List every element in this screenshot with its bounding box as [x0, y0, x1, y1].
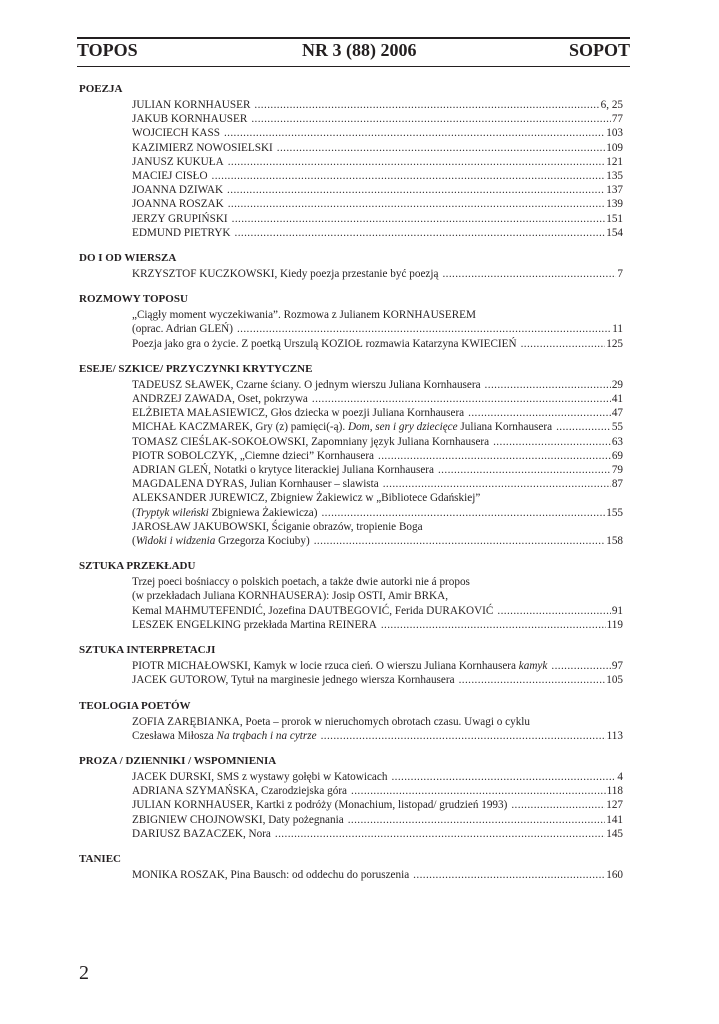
dot-leader: [556, 420, 611, 434]
toc-entry: [132, 155, 623, 169]
toc-entry: [132, 827, 623, 841]
dot-leader: [381, 618, 606, 632]
entry-title-italic: Na trąbach i na cytrze: [216, 729, 317, 742]
entry-page: 63: [611, 435, 623, 448]
entry-title: (oprac. Adrian GLEŃ): [132, 323, 233, 336]
entry-page: 118: [606, 785, 623, 798]
dot-leader: [254, 98, 599, 112]
entry-title: ANDRZEJ ZAWADA, Oset, pokrzywa: [132, 393, 308, 406]
entry-title: [132, 659, 547, 673]
toc-entry: [132, 659, 623, 673]
section-title: TANIEC: [79, 852, 121, 865]
entry-title: ADRIAN GLEŃ, Notatki o krytyce literackiej Juliana Kornhausera: [132, 464, 434, 477]
entry-title-part: MICHAŁ KACZMAREK, Gry (z) pamięci(-ą).: [132, 421, 348, 434]
dot-leader: [413, 868, 605, 882]
header-bottom-rule: [77, 66, 630, 67]
entry-page: 77: [611, 113, 623, 126]
toc-entry: [132, 98, 623, 112]
entry-list: [79, 267, 623, 281]
section-title: SZTUKA INTERPRETACJI: [79, 644, 216, 657]
entry-title: JAROSŁAW JAKUBOWSKI, Ściganie obrazów, tropienie Boga: [132, 520, 423, 533]
entry-page: 11: [612, 323, 623, 336]
toc-entry: [132, 604, 623, 618]
toc-section: [79, 643, 623, 687]
entry-page: 87: [611, 478, 623, 491]
entry-title: MONIKA ROSZAK, Pina Bausch: od oddechu do poruszenia: [132, 868, 410, 881]
entry-title: JULIAN KORNHAUSER, Kartki z podróży (Monachium, listopad/ grudzień 1993): [132, 799, 508, 812]
toc-entry: [132, 506, 623, 520]
toc-entry: [132, 337, 623, 351]
entry-title: JULIAN KORNHAUSER: [132, 99, 251, 111]
entry-title: PIOTR SOBOLCZYK, „Ciemne dzieci” Kornhausera: [132, 449, 375, 462]
dot-leader: [551, 659, 610, 673]
section-title: ESEJE/ SZKICE/ PRZYCZYNKI KRYTYCZNE: [79, 362, 313, 375]
toc-entry: [132, 449, 623, 463]
dot-leader: [228, 155, 606, 169]
section-title: POEZJA: [79, 83, 123, 95]
toc-section: [79, 251, 623, 281]
section-title: DO I OD WIERSZA: [79, 252, 177, 265]
entry-page: 103: [606, 127, 623, 140]
toc-entry: [132, 729, 623, 743]
section-title: TEOLOGIA POETÓW: [79, 699, 191, 712]
dot-leader: [511, 798, 605, 812]
entry-title-part: PIOTR MICHAŁOWSKI, Kamyk w locie rzuca cień. O wierszu Juliana Kornhausera: [132, 660, 519, 673]
dot-leader: [378, 449, 611, 463]
dot-leader: [314, 534, 605, 548]
toc-section: [79, 362, 623, 548]
entry-title-part: Grzegorza Kociuby): [215, 535, 310, 548]
entry-page: 145: [606, 827, 623, 840]
dot-leader: [227, 183, 605, 197]
toc-entry: [132, 141, 623, 155]
journal-city: SOPOT: [568, 40, 630, 60]
toc-entry: [132, 868, 623, 882]
dot-leader: [251, 112, 611, 126]
entry-title: JACEK DURSKI, SMS z wystawy gołębi w Katowicach: [132, 770, 388, 783]
entry-page: 69: [611, 449, 623, 462]
entry-page: 125: [606, 337, 623, 350]
dot-leader: [383, 477, 611, 491]
toc-entry: [132, 618, 623, 632]
entry-title: JACEK GUTOROW, Tytuł na marginesie jednego wiersza Kornhausera: [132, 674, 455, 687]
dot-leader: [275, 827, 605, 841]
toc-entry: [132, 784, 623, 798]
entry-title: [132, 420, 552, 434]
entry-page: 29: [611, 378, 623, 391]
dot-leader: [442, 267, 616, 281]
dot-leader: [497, 604, 610, 618]
toc-section: [79, 292, 623, 351]
entry-title: MAGDALENA DYRAS, Julian Kornhauser – slawista: [132, 478, 379, 491]
entry-page: 135: [606, 170, 623, 183]
entry-title: TADEUSZ SŁAWEK, Czarne ściany. O jednym wierszu Juliana Kornhausera: [132, 378, 481, 391]
toc-section: [79, 699, 623, 743]
toc-entry: [132, 183, 623, 197]
toc-entry: [132, 322, 623, 336]
entry-title: „Ciągły moment wyczekiwania”. Rozmowa z Julianem KORNHAUSEREM: [132, 309, 476, 322]
entry-page: 141: [606, 813, 623, 826]
entry-title: KRZYSZTOF KUCZKOWSKI, Kiedy poezja przestanie być poezją: [132, 268, 439, 281]
entry-title: Kemal MAHMUTEFENDIĆ, Jozefina DAUTBEGOVIĆ, Ferida DURAKOVIĆ: [132, 604, 494, 617]
dot-leader: [235, 226, 606, 240]
entry-title: ELŻBIETA MAŁASIEWICZ, Głos dziecka w poezji Juliana Kornhausera: [132, 407, 465, 420]
entry-title: LESZEK ENGELKING przekłada Martina REINERA: [132, 618, 377, 631]
entry-page: 41: [611, 393, 623, 406]
table-of-contents: [79, 82, 623, 893]
dot-leader: [224, 126, 605, 140]
toc-entry: [132, 491, 623, 505]
entry-title: JANUSZ KUKUŁA: [132, 155, 224, 168]
toc-entry: [132, 212, 623, 226]
entry-page: 127: [606, 799, 623, 812]
entry-page: 160: [606, 868, 623, 881]
toc-entry: [132, 477, 623, 491]
journal-title: TOPOS: [77, 40, 138, 60]
toc-entry: [132, 112, 623, 126]
toc-entry: [132, 226, 623, 240]
entry-list: [79, 98, 623, 240]
toc-entry: [132, 798, 623, 812]
toc-entry: [132, 392, 623, 406]
toc-section: [79, 559, 623, 632]
toc-entry: [132, 435, 623, 449]
page-number: 2: [79, 962, 89, 984]
entry-page: 47: [611, 407, 623, 420]
dot-leader: [212, 169, 606, 183]
entry-page: 97: [611, 660, 623, 673]
entry-title: ZBIGNIEW CHOJNOWSKI, Daty pożegnania: [132, 813, 344, 826]
toc-entry: [132, 126, 623, 140]
toc-entry: [132, 589, 623, 603]
dot-leader: [468, 406, 611, 420]
entry-title: Poezja jako gra o życie. Z poetką Urszulą KOZIOŁ rozmawia Katarzyna KWIECIEŃ: [132, 337, 517, 350]
entry-page: 139: [606, 198, 623, 211]
toc-entry: [132, 463, 623, 477]
toc-entry: [132, 520, 623, 534]
entry-page: 7: [617, 268, 623, 281]
section-title: SZTUKA PRZEKŁADU: [79, 560, 196, 573]
entry-title: MACIEJ CISŁO: [132, 170, 208, 183]
toc-entry: [132, 534, 623, 548]
entry-page: 151: [606, 212, 623, 225]
entry-page: 55: [611, 421, 623, 434]
dot-leader: [237, 322, 611, 336]
dot-leader: [351, 784, 606, 798]
issue-number: NR 3 (88) 2006: [302, 40, 417, 60]
dot-leader: [228, 197, 606, 211]
entry-title: Trzej poeci bośniaccy o polskich poetach, a także dwie autorki nie á propos: [132, 576, 470, 589]
entry-title-part: (: [132, 535, 136, 548]
toc-section: [79, 852, 623, 882]
entry-title: [132, 534, 310, 548]
section-title: ROZMOWY TOPOSU: [79, 293, 188, 306]
section-title: PROZA / DZIENNIKI / WSPOMNIENIA: [79, 754, 277, 767]
toc-entry: [132, 715, 623, 729]
entry-title-italic: Tryptyk wileński: [135, 506, 209, 519]
dot-leader: [321, 729, 606, 743]
entry-title: ZOFIA ZARĘBIANKA, Poeta – prorok w nieruchomych obrotach czasu. Uwagi o cyklu: [132, 715, 531, 728]
entry-title-part: Zbigniewa Żakiewicza): [208, 506, 318, 519]
entry-title: [132, 506, 317, 520]
entry-title: JERZY GRUPIŃSKI: [132, 212, 228, 225]
entry-page: 6, 25: [600, 99, 623, 111]
entry-page: 158: [606, 535, 623, 548]
dot-leader: [232, 212, 606, 226]
toc-entry: [132, 770, 623, 784]
entry-title: EDMUND PIETRYK: [132, 226, 231, 239]
toc-entry: [132, 267, 623, 281]
entry-list: [79, 308, 623, 351]
entry-page: 105: [606, 674, 623, 687]
entry-list: [79, 659, 623, 687]
entry-title: WOJCIECH KASS: [132, 127, 220, 140]
entry-title-italic: Dom, sen i gry dziecięce: [347, 421, 458, 434]
toc-entry: [132, 813, 623, 827]
toc-entry: [132, 378, 623, 392]
entry-title-part: Juliana Kornhausera: [457, 421, 553, 434]
entry-page: 113: [606, 729, 623, 742]
dot-leader: [438, 463, 611, 477]
dot-leader: [459, 673, 606, 687]
toc-entry: [132, 197, 623, 211]
entry-title: ADRIANA SZYMAŃSKA, Czarodziejska góra: [132, 785, 348, 798]
entry-page: 119: [606, 618, 623, 631]
journal-header: [77, 38, 630, 62]
dot-leader: [521, 337, 606, 351]
toc-entry: [132, 420, 623, 434]
entry-page: 137: [606, 184, 623, 197]
entry-title: KAZIMIERZ NOWOSIELSKI: [132, 141, 273, 154]
entry-title: ALEKSANDER JUREWICZ, Zbigniew Żakiewicz w „Bibliotece Gdańskiej”: [132, 492, 481, 505]
toc-entry: [132, 308, 623, 322]
toc-section: [79, 754, 623, 841]
entry-title-italic: Widoki i widzenia: [135, 535, 216, 548]
entry-page: 109: [606, 141, 623, 154]
dot-leader: [312, 392, 611, 406]
entry-list: [79, 378, 623, 548]
entry-title-part: Czesława Miłosza: [132, 729, 217, 742]
dot-leader: [277, 141, 605, 155]
entry-title: [132, 729, 317, 743]
entry-page: 4: [617, 770, 623, 783]
entry-list: [79, 868, 623, 882]
dot-leader: [493, 435, 611, 449]
entry-list: [79, 575, 623, 632]
toc-entry: [132, 169, 623, 183]
entry-page: 154: [606, 226, 623, 239]
toc-section: [79, 82, 623, 240]
entry-title: DARIUSZ BAZACZEK, Nora: [132, 827, 271, 840]
entry-page: 155: [606, 506, 623, 519]
toc-entry: [132, 575, 623, 589]
entry-title-italic: kamyk: [518, 660, 548, 673]
dot-leader: [348, 813, 606, 827]
toc-entry: [132, 673, 623, 687]
entry-title: JOANNA ROSZAK: [132, 198, 224, 211]
entry-page: 79: [611, 464, 623, 477]
entry-list: [79, 770, 623, 841]
entry-title-part: (: [132, 506, 136, 519]
dot-leader: [391, 770, 616, 784]
entry-title: JOANNA DZIWAK: [132, 184, 224, 197]
entry-title: (w przekładach Juliana KORNHAUSERA): Josip OSTI, Amir BRKA,: [132, 590, 449, 603]
entry-title: TOMASZ CIEŚLAK-SOKOŁOWSKI, Zapomniany język Juliana Kornhausera: [132, 435, 490, 448]
entry-page: 121: [606, 155, 623, 168]
dot-leader: [485, 378, 611, 392]
entry-page: 91: [611, 604, 623, 617]
entry-list: [79, 715, 623, 743]
toc-entry: [132, 406, 623, 420]
dot-leader: [321, 506, 605, 520]
entry-title: JAKUB KORNHAUSER: [132, 113, 248, 126]
